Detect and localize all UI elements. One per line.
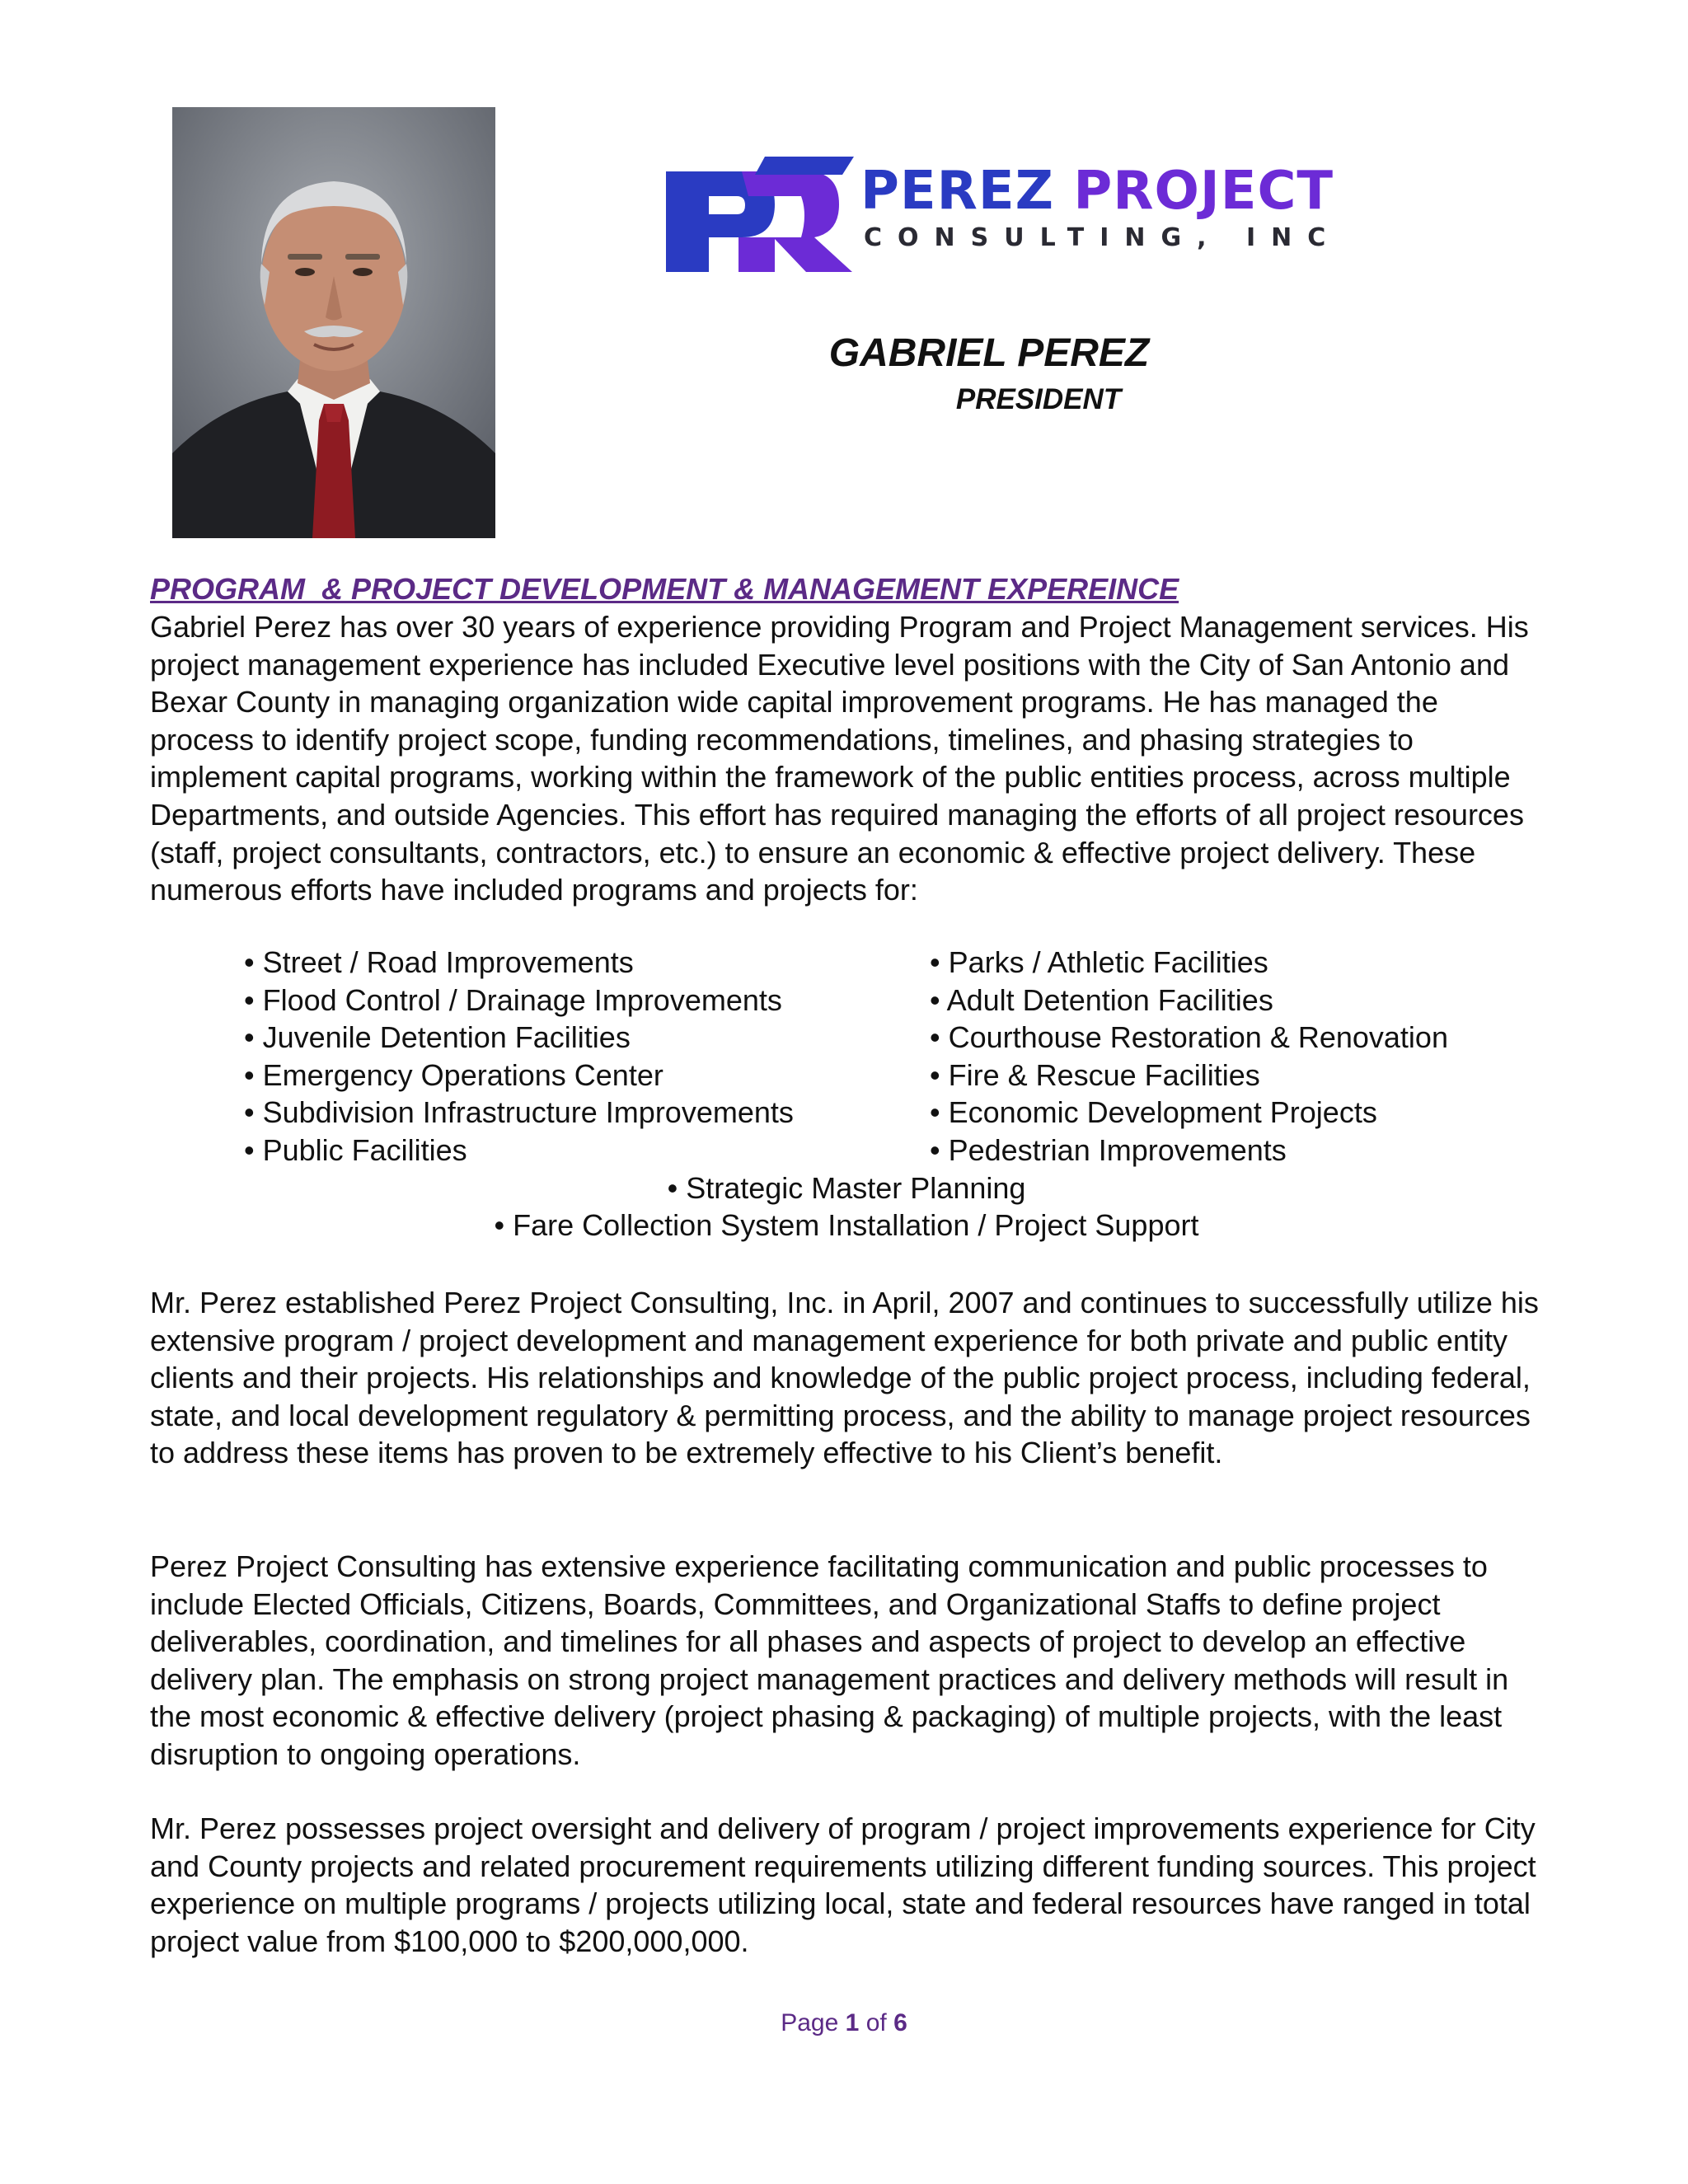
list-item: • Public Facilities bbox=[244, 1132, 467, 1167]
section-heading: PROGRAM & PROJECT DEVELOPMENT & MANAGEMENT EXPEREINCE bbox=[150, 572, 1179, 606]
centered-list-item: • Fare Collection System Installation / Project Support bbox=[494, 1208, 1199, 1242]
person-title: PRESIDENT bbox=[955, 383, 1122, 415]
current-page: 1 bbox=[845, 2009, 860, 2036]
list-item: • Flood Control / Drainage Improvements bbox=[244, 982, 782, 1017]
of-word: of bbox=[865, 2009, 887, 2036]
logo-wordmark bbox=[860, 161, 1334, 222]
company-logo bbox=[666, 157, 1342, 272]
list-item: • Emergency Operations Center bbox=[244, 1057, 663, 1092]
established-paragraph: Mr. Perez established Perez Project Consulting, Inc. in April, 2007 and continues to successfully utilize his extensive program / project development and management experience for both private and public entity clients and their projects. His relationships and knowledge of the public project process, including federal, state, and local development regulatory & permitting process, and the ability to manage project resources to address these items has proven to be extremely effective to his Client’s benefit. bbox=[150, 1286, 1539, 1470]
page-number bbox=[0, 2011, 1688, 2036]
logo-word-perez: PEREZ bbox=[860, 161, 1055, 222]
centered-list-item: • Strategic Master Planning bbox=[667, 1171, 1026, 1205]
total-pages: 6 bbox=[893, 2009, 907, 2036]
pp-logo-mark bbox=[666, 157, 854, 272]
list-item: • Pedestrian Improvements bbox=[930, 1132, 1287, 1167]
list-item: • Adult Detention Facilities bbox=[930, 982, 1273, 1017]
facilitating-paragraph: Perez Project Consulting has extensive experience facilitating communication and public processes to include Elected Officials, Citizens, Boards, Committees, and Organizational Staffs to define project deliverables, coordination, and timelines for all phases and aspects of project to develop an effective delivery plan. The emphasis on strong project management practices and delivery methods will result in the most economic & effective delivery (project phasing & packaging) of multiple projects, with the least disruption to ongoing operations. bbox=[150, 1549, 1509, 1771]
bullet-list bbox=[244, 944, 1563, 1169]
page-word: Page bbox=[781, 2009, 839, 2036]
list-item: • Parks / Athletic Facilities bbox=[930, 945, 1268, 979]
list-item: • Economic Development Projects bbox=[930, 1095, 1377, 1130]
portrait-illustration bbox=[172, 107, 495, 538]
list-item: • Juvenile Detention Facilities bbox=[244, 1020, 631, 1055]
person-name: GABRIEL PEREZ bbox=[828, 331, 1150, 375]
logo-word-project: PROJECT bbox=[1073, 161, 1334, 222]
list-item: • Courthouse Restoration & Renovation bbox=[930, 1020, 1448, 1055]
portrait-photo bbox=[172, 107, 495, 538]
list-item: • Street / Road Improvements bbox=[244, 945, 634, 979]
intro-paragraph: Gabriel Perez has over 30 years of experience providing Program and Project Management services. His project management experience has included Executive level positions with the City of San Antonio and Bexar County in managing organization wide capital improvement programs. He has managed the process to identify project scope, funding recommendations, timelines, and phasing strategies to implement capital programs, working within the framework of the public entities process, across multiple Departments, and outside Agencies. This effort has required managing the efforts of all project resources (staff, project consultants, contractors, etc.) to ensure an economic & effective project delivery. These numerous efforts have included programs and projects for: bbox=[150, 610, 1529, 907]
list-item: • Fire & Rescue Facilities bbox=[930, 1057, 1260, 1092]
list-item: • Subdivision Infrastructure Improvements bbox=[244, 1095, 794, 1130]
oversight-paragraph: Mr. Perez possesses project oversight and delivery of program / project improvements experience for City and County projects and related procurement requirements utilizing different funding sources. This project experience on multiple programs / projects utilizing local, state and federal resources have ranged in total project value from $100,000 to $200,000,000. bbox=[150, 1811, 1536, 1958]
logo-subline: CONSULTING, INC bbox=[864, 223, 1342, 252]
